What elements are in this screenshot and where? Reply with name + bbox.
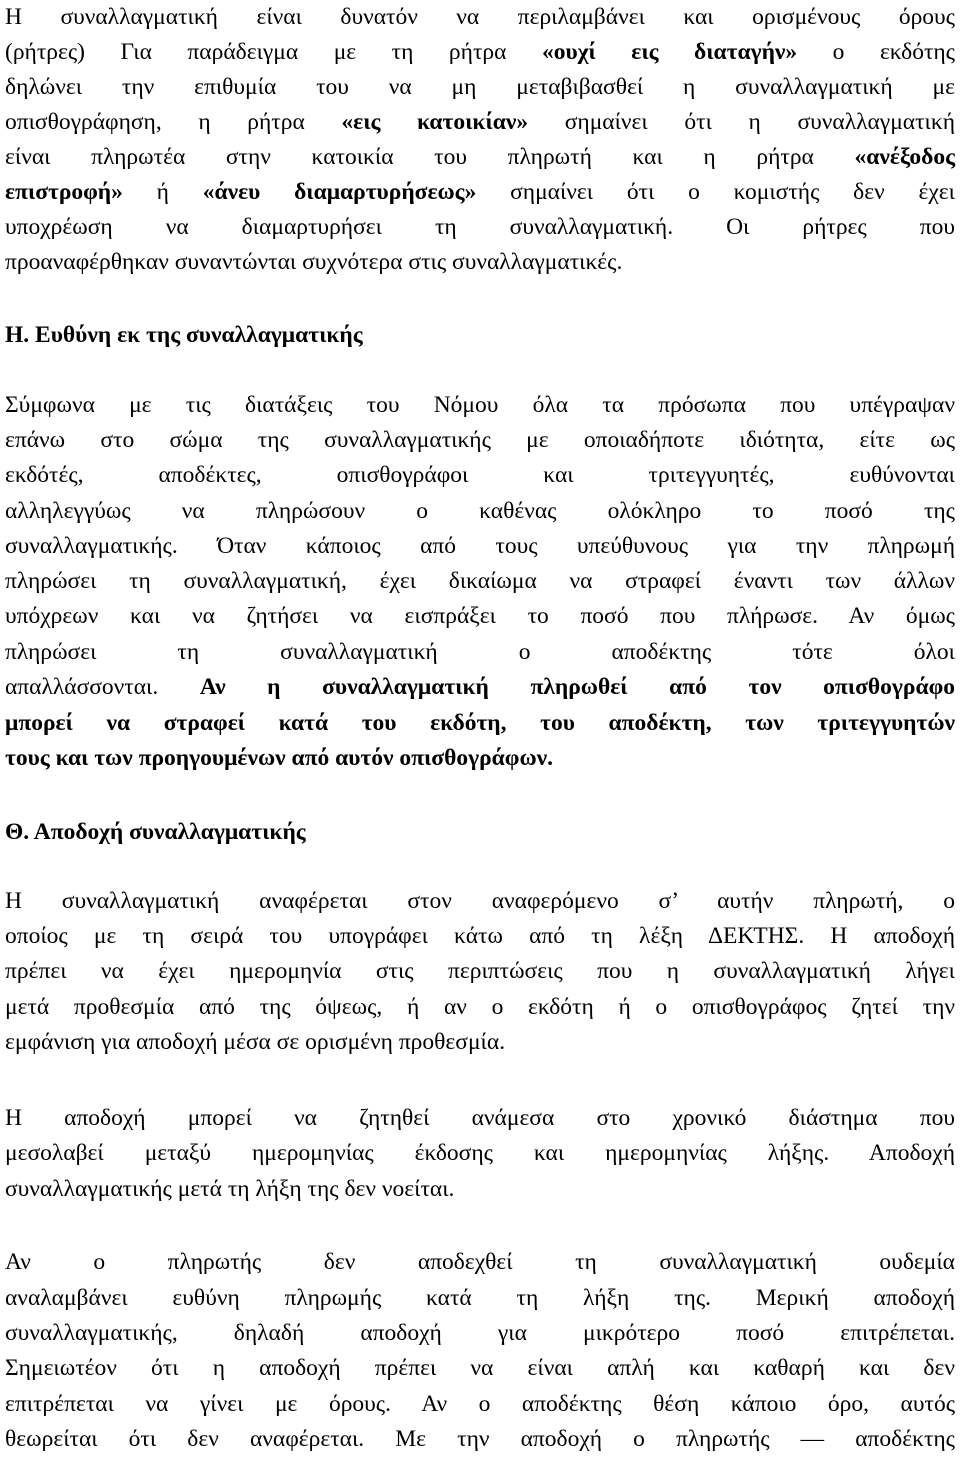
text-line: εμφάνιση για αποδοχή μέσα σε ορισμένη προθεσμία. xyxy=(5,1029,506,1055)
text-line: αλληλεγγύως να πληρώσουν ο καθένας ολόκληρο το ποσό της xyxy=(5,498,955,524)
text-line: μεσολαβεί μεταξύ ημερομηνίας έκδοσης και ημερομηνίας λήξης. Αποδοχή xyxy=(5,1140,955,1166)
text-line: συναλλαγματικής μετά τη λήξη της δεν νοείται. xyxy=(5,1176,455,1202)
text-line: Σύμφωνα με τις διατάξεις του Νόμου όλα τα πρόσωπα που υπέγραψαν xyxy=(5,392,955,418)
text-line: θεωρείται ότι δεν αναφέρεται. Με την αποδοχή ο πληρωτής — αποδέκτης xyxy=(5,1426,955,1452)
text-line: συναλλαγματικής, δηλαδή αποδοχή για μικρότερο ποσό επιτρέπεται. xyxy=(5,1320,955,1346)
text-line: εκδότές, αποδέκτες, οπισθογράφοι και τριτεγγυητές, ευθύνονται xyxy=(5,462,955,488)
text-line: Η συναλλαγματική είναι δυνατόν να περιλαμβάνει και ορισμένους όρους xyxy=(5,4,955,30)
text-line: υποχρέωση να διαμαρτυρήσει τη συναλλαγματική. Οι ρήτρες που xyxy=(5,214,955,240)
text-line: Αν ο πληρωτής δεν αποδεχθεί τη συναλλαγματική ουδεμία xyxy=(5,1249,955,1275)
text-line: πληρώσει τη συναλλαγματική ο αποδέκτης τότε όλοι xyxy=(5,639,955,665)
text-line: υπόχρεων και να ζητήσει να εισπράξει το ποσό που πλήρωσε. Αν όμως xyxy=(5,603,955,629)
text-line: Η αποδοχή μπορεί να ζητηθεί ανάμεσα στο χρονικό διάστημα που xyxy=(5,1105,955,1131)
text-line: προαναφέρθηκαν συναντώνται συχνότερα στις συναλλαγματικές. xyxy=(5,249,623,275)
bold-term: «ουχί εις διαταγήν» xyxy=(541,39,798,65)
text-line: είναι πληρωτέα στην κατοικία του πληρωτή και η ρήτρα «ανέξοδος xyxy=(5,144,955,170)
text-line: οποίος με τη σειρά του υπογράφει κάτω από τη λέξη ΔΕΚΤΗΣ. Η αποδοχή xyxy=(5,923,955,949)
section-heading-liability: Η. Ευθύνη εκ της συναλλαγματικής xyxy=(5,322,363,348)
bold-term: τους και των προηγουμένων από αυτόν οπισθογράφων. xyxy=(5,745,553,771)
text-line: οπισθογράφηση, η ρήτρα «εις κατοικίαν» σημαίνει ότι η συναλλαγματική xyxy=(5,109,955,135)
text-line: (ρήτρες) Για παράδειγμα με τη ρήτρα «ουχί εις διαταγήν» ο εκδότης xyxy=(5,39,955,65)
text-line: επάνω στο σώμα της συναλλαγματικής με οποιαδήποτε ιδιότητα, είτε ως xyxy=(5,427,955,453)
text-line: πληρώσει τη συναλλαγματική, έχει δικαίωμα να στραφεί έναντι των άλλων xyxy=(5,568,955,594)
bold-term: Αν η συναλλαγματική πληρωθεί από τον οπισθογράφο xyxy=(199,674,955,700)
text-line: μετά προθεσμία από της όψεως, ή αν ο εκδότη ή ο οπισθογράφος ζητεί την xyxy=(5,994,955,1020)
text-line: επιτρέπεται να γίνει με όρους. Αν ο αποδέκτης θέση κάποιο όρο, αυτός xyxy=(5,1391,955,1417)
text-line: επιστροφή» ή «άνευ διαμαρτυρήσεως» σημαίνει ότι ο κομιστής δεν έχει xyxy=(5,179,955,205)
bold-term: «ανέξοδος xyxy=(854,144,955,170)
section-heading-acceptance: Θ. Αποδοχή συναλλαγματικής xyxy=(5,819,306,845)
text-line: πρέπει να έχει ημερομηνία στις περιπτώσεις που η συναλλαγματική λήγει xyxy=(5,958,955,984)
bold-term: μπορεί να στραφεί κατά του εκδότη, του αποδέκτη, των τριτεγγυητών xyxy=(5,710,955,736)
bold-term: «άνευ διαμαρτυρήσεως» xyxy=(202,179,477,205)
text-line: αναλαμβάνει ευθύνη πληρωμής κατά τη λήξη της. Μερική αποδοχή xyxy=(5,1285,955,1311)
text-line: Σημειωτέον ότι η αποδοχή πρέπει να είναι απλή και καθαρή και δεν xyxy=(5,1355,955,1381)
text-line xyxy=(5,706,955,740)
text-line: δηλώνει την επιθυμία του να μη μεταβιβασθεί η συναλλαγματική με xyxy=(5,74,955,100)
text-line: συναλλαγματικής. Όταν κάποιος από τους υπεύθυνους για την πληρωμή xyxy=(5,533,955,559)
text-line: Η συναλλαγματική αναφέρεται στον αναφερόμενο σ’ αυτήν πληρωτή, ο xyxy=(5,888,955,914)
bold-term: επιστροφή» xyxy=(5,179,123,205)
bold-term: «εις κατοικίαν» xyxy=(341,109,529,135)
text-line: απαλλάσσονται. Αν η συναλλαγματική πληρωθεί από τον οπισθογράφο xyxy=(5,674,955,700)
text-line xyxy=(5,741,955,775)
